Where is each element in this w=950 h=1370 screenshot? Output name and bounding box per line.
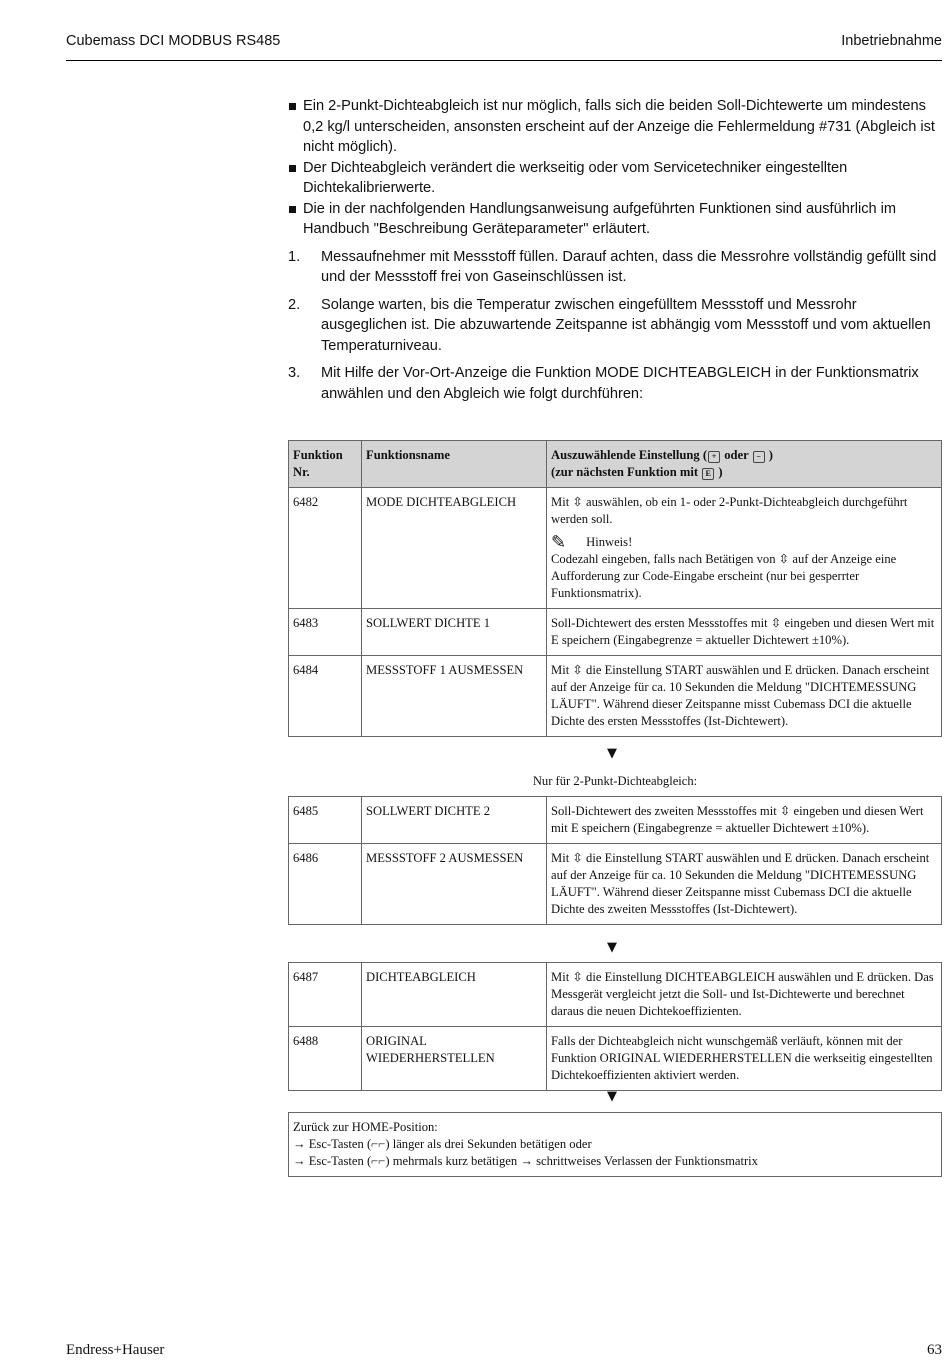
header-rule: [66, 60, 942, 61]
function-table-1: [288, 440, 942, 737]
bullet-square-icon: [289, 206, 296, 213]
table-row: 6487 DICHTEABGLEICH Mit ⇳ die Einstellung DICHTEABGLEICH auswählen und E drücken. Das Messgerät vergleicht jetzt die Soll- und Ist-Dichtewerte und berechnet daraus die neuen Dichtekoeffizienten.: [289, 963, 942, 1027]
header-function-name: Funktionsname: [362, 441, 547, 488]
function-table-2: [288, 796, 942, 925]
bullet-item: Der Dichteabgleich verändert die werkseitig oder vom Servicetechniker eingestellten Dichtekalibrierwerte.: [288, 158, 942, 199]
arrow-down-icon: ▼: [607, 1089, 617, 1104]
table-row: 6482 MODE DICHTEABGLEICH Mit ⇳ auswählen, ob ein 1- oder 2-Punkt-Dichteabgleich durchgeführt werden soll. ✎ Hinweis! Codezahl eingeben, falls nach Betätigen von ⇳ auf der Anzeige eine Aufforderung zur Code-Eingabe erscheint (nur bei gesperrter Funktionsmatrix).: [289, 488, 942, 609]
footer-brand: Endress+Hauser: [66, 1342, 165, 1358]
plus-key-icon: +: [708, 451, 720, 463]
table-row: 6484 MESSSTOFF 1 AUSMESSEN Mit ⇳ die Einstellung START auswählen und E drücken. Danach erscheint auf der Anzeige für ca. 10 Sekunden die Meldung "DICHTEMESSUNG LÄUFT". Während dieser Zeitspanne misst Cubemass DCI die aktuelle Dichte des ersten Messstoffes (Ist-Dichtewert).: [289, 656, 942, 737]
header-section: Inbetriebnahme: [841, 33, 942, 49]
bullet-item: Ein 2-Punkt-Dichteabgleich ist nur möglich, falls sich die beiden Soll-Dichtewerte um mindestens 0,2 kg/l unterscheiden, ansonsten erscheint auf der Anzeige die Fehlermeldung #731 (Abgleich ist nicht möglich).: [288, 96, 942, 158]
bullet-square-icon: [289, 103, 296, 110]
bullet-item: Die in der nachfolgenden Handlungsanweisung aufgeführten Funktionen sind ausführlich im Handbuch "Beschreibung Geräteparameter" erläutert.: [288, 199, 942, 240]
arrow-down-icon: ▼: [607, 940, 617, 955]
table-row: 6488 ORIGINAL WIEDERHERSTELLEN Falls der Dichteabgleich nicht wunschgemäß verläuft, können mit der Funktion ORIGINAL WIEDERHERSTELLEN die werkseitig eingestellten Dichtekoeffizienten aktiviert werden.: [289, 1027, 942, 1091]
step-item: 3. Mit Hilfe der Vor-Ort-Anzeige die Funktion MODE DICHTEABGLEICH in der Funktionsmatrix anwählen und den Abgleich wie folgt durchführen:: [288, 365, 919, 402]
page-number: 63: [927, 1342, 942, 1358]
enter-key-icon: E: [702, 468, 714, 480]
function-table-3: [288, 962, 942, 1091]
step-item: 1. Messaufnehmer mit Messstoff füllen. Darauf achten, dass die Messrohre vollständig gefüllt sind und der Messstoff frei von Gaseinschlüssen ist.: [288, 248, 937, 285]
hint-block: ✎ Hinweis!: [551, 532, 633, 553]
bullet-square-icon: [289, 165, 296, 172]
instructions: [288, 96, 942, 404]
header-setting: Auszuwählende Einstellung ( + oder − ) (zur nächsten Funktion mit E ): [547, 441, 942, 488]
minus-key-icon: −: [753, 451, 765, 463]
table-row: 6483 SOLLWERT DICHTE 1 Soll-Dichtewert des ersten Messstoffes mit ⇳ eingeben und diesen Wert mit E speichern (Eingabegrenze = aktueller Dichtewert ±10%).: [289, 609, 942, 656]
header-function-nr: Funktion Nr.: [289, 441, 362, 488]
home-position-box: Zurück zur HOME-Position: → Esc-Tasten (⌐⌐) länger als drei Sekunden betätigen oder → Esc-Tasten (⌐⌐) mehrmals kurz betätigen → schrittweises Verlassen der Funktionsmatrix: [288, 1112, 942, 1177]
step-item: 2. Solange warten, bis die Temperatur zwischen eingefülltem Messstoff und Messrohr ausgeglichen ist. Die abzuwartende Zeitspanne ist abhängig vom Messstoff und vom aktuellen Temperaturniveau.: [288, 296, 931, 354]
arrow-down-icon: ▼: [607, 746, 617, 761]
table-row: 6485 SOLLWERT DICHTE 2 Soll-Dichtewert des zweiten Messstoffes mit ⇳ eingeben und diesen Wert mit E speichern (Eingabegrenze = aktueller Dichtewert ±10%).: [289, 797, 942, 844]
table-header-row: [289, 441, 942, 488]
table-row: 6486 MESSSTOFF 2 AUSMESSEN Mit ⇳ die Einstellung START auswählen und E drücken. Danach erscheint auf der Anzeige für ca. 10 Sekunden die Meldung "DICHTEMESSUNG LÄUFT". Während dieser Zeitspanne misst Cubemass DCI die aktuelle Dichte des zweiten Messstoffes (Ist-Dichtewert).: [289, 844, 942, 925]
pencil-icon: ✎: [551, 532, 567, 553]
header-title: Cubemass DCI MODBUS RS485: [66, 33, 281, 49]
two-point-note: Nur für 2-Punkt-Dichteabgleich:: [532, 774, 698, 788]
